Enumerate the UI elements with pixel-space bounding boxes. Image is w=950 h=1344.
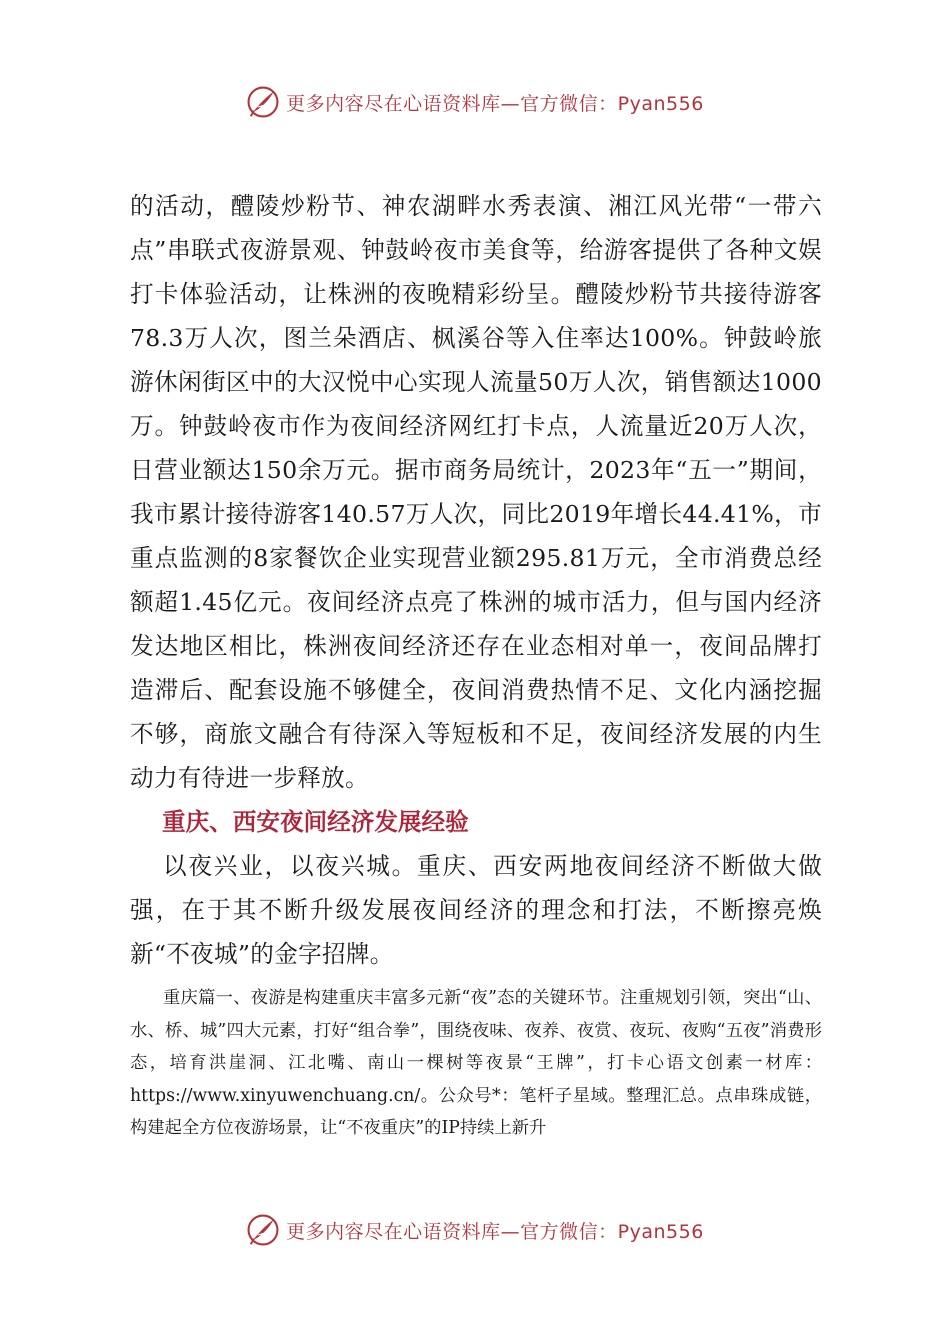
section-heading: 重庆、西安夜间经济发展经验 xyxy=(162,808,469,836)
body-paragraph: 的活动，醴陵炒粉节、神农湖畔水秀表演、湘江风光带“一带六点”串联式夜游景观、钟鼓岭夜市美食等，给游客提供了各种文娱打卡体验活动，让株洲的夜晚精彩纷呈。醴陵炒粉节共接待游客78.3万人次，图兰朵酒店、枫溪谷等入住率达100%。钟鼓岭旅游休闲街区中的大汉悦中心实现人流量50万人次，销售额达1000万。钟鼓岭夜市作为夜间经济网红打卡点，人流量近20万人次，日营业额达150余万元。据市商务局统计，2023年“五一”期间，我市累计接待游客140.57万人次，同比2019年增长44.41%，市重点监测的8家餐饮企业实现营业额295.81万元，全市消费总经额超1.45亿元。夜间经济点亮了株洲的城市活力，但与国内经济发达地区相比，株洲夜间经济还存在业态相对单一，夜间品牌打造滞后、配套设施不够健全，夜间消费热情不足、文化内涵挖掘不够，商旅文融合有待深入等短板和不足，夜间经济发展的内生动力有待进一步释放。 xyxy=(130,192,822,792)
body-paragraph-small: 重庆篇一、夜游是构建重庆丰富多元新“夜”态的关键环节。注重规划引领，突出“山、水、桥、城”四大元素，打好“组合拳”，围绕夜味、夜养、夜赏、夜玩、夜购“五夜”消费形态，培育洪崖洞、江北嘴、南山一棵树等夜景“王牌”，打卡心语文创素一材库：https://www.xinyuwenchuang.cn/。公众号*：笔杆子星域。整理汇总。点串珠成链，构建起全方位夜游场景，让“不夜重庆”的IP持续上新升 xyxy=(130,988,822,1138)
banner-text: 更多内容尽在心语资料库—官方微信：Pyan556 xyxy=(286,92,704,115)
document-body xyxy=(130,184,822,1145)
quill-logo-icon xyxy=(246,1213,280,1247)
footer-banner xyxy=(0,1210,950,1250)
body-paragraph: 以夜兴业，以夜兴城。重庆、西安两地夜间经济不断做大做强，在于其不断升级发展夜间经济的理念和打法，不断擦亮焕新“不夜城”的金字招牌。 xyxy=(130,852,822,968)
banner-text: 更多内容尽在心语资料库—官方微信：Pyan556 xyxy=(286,1220,704,1243)
header-banner xyxy=(0,82,950,122)
quill-logo-icon xyxy=(246,85,280,119)
